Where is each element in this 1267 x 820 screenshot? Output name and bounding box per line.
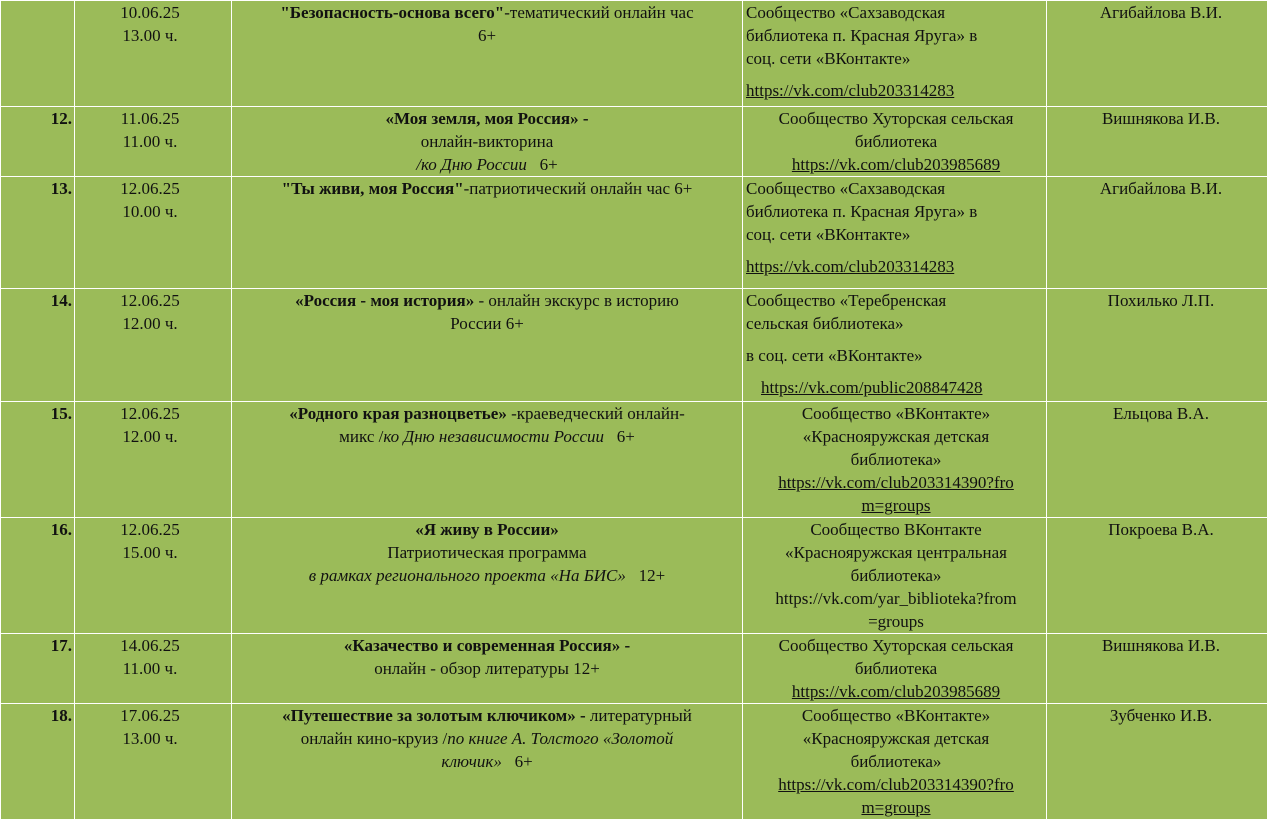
responsible-cell: Агибайлова В.И. — [1047, 1, 1267, 107]
event-cell — [232, 289, 743, 402]
table-row — [1, 107, 1267, 177]
date-cell — [75, 1, 232, 107]
place-line: Сообщество Хуторская сельская — [746, 107, 1046, 130]
event-note: по книге А. Толстого «Золотой — [447, 729, 673, 748]
event-title: «Я живу в России» — [232, 518, 742, 541]
responsible-cell: Ельцова В.А. — [1047, 402, 1267, 518]
responsible-cell: Вишнякова И.В. — [1047, 107, 1267, 177]
event-date: 17.06.25 — [75, 704, 225, 727]
event-title: «Моя земля, моя Россия» - — [232, 107, 742, 130]
row-number: 13. — [1, 177, 75, 289]
event-age: 12+ — [639, 566, 666, 585]
place-link[interactable]: https://vk.com/club203314283 — [746, 79, 1046, 102]
place-line: соц. сети «ВКонтакте» — [746, 223, 1046, 246]
event-cell — [232, 402, 743, 518]
place-line: библиотека п. Красная Яруга» в — [746, 200, 1046, 223]
place-line: в соц. сети «ВКонтакте» — [746, 344, 1046, 367]
row-number: 14. — [1, 289, 75, 402]
place-line: Сообщество «ВКонтакте» — [746, 402, 1046, 425]
date-cell — [75, 634, 232, 704]
event-cell — [232, 107, 743, 177]
event-title: «Казачество и современная Россия» - — [232, 634, 742, 657]
place-line: библиотека — [746, 130, 1046, 153]
place-line: «Краснояружская центральная — [746, 541, 1046, 564]
place-line: библиотека — [746, 657, 1046, 680]
event-description-2: России 6+ — [232, 312, 742, 335]
event-date: 12.06.25 — [75, 518, 225, 541]
table-row — [1, 704, 1267, 820]
place-line: соц. сети «ВКонтакте» — [746, 47, 1046, 70]
event-age: 6+ — [232, 24, 742, 47]
row-number: 15. — [1, 402, 75, 518]
table-row — [1, 518, 1267, 634]
event-title: «Родного края разноцветье» — [289, 404, 507, 423]
place-cell — [743, 634, 1047, 704]
place-link-continued[interactable]: m=groups — [746, 796, 1046, 819]
place-line: Сообщество «Сахзаводская — [746, 177, 1046, 200]
place-line: Сообщество Хуторская сельская — [746, 634, 1046, 657]
event-title: «Путешествие за золотым ключиком» - — [282, 706, 586, 725]
table-row — [1, 402, 1267, 518]
event-cell — [232, 634, 743, 704]
event-time: 12.00 ч. — [75, 425, 225, 448]
date-cell — [75, 704, 232, 820]
event-cell — [232, 177, 743, 289]
event-time: 11.00 ч. — [75, 657, 225, 680]
event-description: онлайн - обзор литературы 12+ — [232, 657, 742, 680]
table-row — [1, 634, 1267, 704]
place-link[interactable]: https://vk.com/club203314390?fro — [746, 471, 1046, 494]
event-note: ко Дню независимости России — [383, 427, 604, 446]
table-row — [1, 177, 1267, 289]
event-time: 12.00 ч. — [75, 312, 225, 335]
place-url-continued[interactable]: =groups — [746, 610, 1046, 633]
responsible-cell: Похилько Л.П. — [1047, 289, 1267, 402]
event-description: онлайн-викторина — [232, 130, 742, 153]
place-link[interactable]: https://vk.com/club203985689 — [746, 680, 1046, 703]
place-url[interactable]: https://vk.com/yar_biblioteka?from — [746, 587, 1046, 610]
event-cell — [232, 704, 743, 820]
event-age: 6+ — [617, 427, 635, 446]
event-date: 10.06.25 — [75, 1, 225, 24]
responsible-cell: Вишнякова И.В. — [1047, 634, 1267, 704]
row-number: 12. — [1, 107, 75, 177]
event-age: 6+ — [540, 155, 558, 174]
place-cell — [743, 177, 1047, 289]
place-line: библиотека п. Красная Яруга» в — [746, 24, 1046, 47]
event-date: 11.06.25 — [75, 107, 225, 130]
place-cell — [743, 704, 1047, 820]
event-description: -тематический онлайн час — [504, 3, 693, 22]
place-line: библиотека» — [746, 448, 1046, 471]
row-number — [1, 1, 75, 107]
event-description-2: микс / — [339, 427, 383, 446]
place-link[interactable]: https://vk.com/public208847428 — [746, 376, 1046, 399]
event-time: 15.00 ч. — [75, 541, 225, 564]
event-time: 13.00 ч. — [75, 727, 225, 750]
date-cell — [75, 177, 232, 289]
responsible-cell: Агибайлова В.И. — [1047, 177, 1267, 289]
event-cell — [232, 1, 743, 107]
event-title: "Ты живи, моя Россия" — [282, 179, 464, 198]
place-line: Сообщество «ВКонтакте» — [746, 704, 1046, 727]
event-description: - онлайн экскурс в историю — [474, 291, 679, 310]
place-link[interactable]: https://vk.com/club203314283 — [746, 255, 1046, 278]
place-line: библиотека» — [746, 750, 1046, 773]
event-description: -патриотический онлайн час 6+ — [464, 179, 693, 198]
event-description-2: онлайн кино-круиз / — [301, 729, 448, 748]
row-number: 17. — [1, 634, 75, 704]
place-line: Сообщество «Сахзаводская — [746, 1, 1046, 24]
event-cell — [232, 518, 743, 634]
date-cell — [75, 289, 232, 402]
place-link-continued[interactable]: m=groups — [746, 494, 1046, 517]
event-note-continued: ключик» — [441, 752, 502, 771]
place-line: Сообщество ВКонтакте — [746, 518, 1046, 541]
place-line: «Краснояружская детская — [746, 727, 1046, 750]
event-note: в рамках регионального проекта «На БИС» — [309, 566, 626, 585]
event-date: 12.06.25 — [75, 402, 225, 425]
event-title: "Безопасность-основа всего" — [280, 3, 504, 22]
place-line: сельская библиотека» — [746, 312, 1046, 335]
responsible-cell: Зубченко И.В. — [1047, 704, 1267, 820]
row-number: 18. — [1, 704, 75, 820]
place-cell — [743, 1, 1047, 107]
place-line: библиотека» — [746, 564, 1046, 587]
event-note: /ко Дню России — [416, 155, 527, 174]
event-age: 6+ — [515, 752, 533, 771]
place-line: «Краснояружская детская — [746, 425, 1046, 448]
date-cell — [75, 402, 232, 518]
place-link[interactable]: https://vk.com/club203985689 — [746, 153, 1046, 176]
event-time: 10.00 ч. — [75, 200, 225, 223]
event-description: -краеведческий онлайн- — [507, 404, 685, 423]
date-cell — [75, 107, 232, 177]
table-row — [1, 1, 1267, 107]
table-row — [1, 289, 1267, 402]
event-description: литературный — [586, 706, 692, 725]
place-cell — [743, 518, 1047, 634]
event-description: Патриотическая программа — [232, 541, 742, 564]
date-cell — [75, 518, 232, 634]
place-link[interactable]: https://vk.com/club203314390?fro — [746, 773, 1046, 796]
event-time: 11.00 ч. — [75, 130, 225, 153]
event-title: «Россия - моя история» — [295, 291, 474, 310]
place-cell — [743, 107, 1047, 177]
place-cell — [743, 289, 1047, 402]
row-number: 16. — [1, 518, 75, 634]
event-time: 13.00 ч. — [75, 24, 225, 47]
place-line: Сообщество «Теребренская — [746, 289, 1046, 312]
place-cell — [743, 402, 1047, 518]
event-date: 12.06.25 — [75, 177, 225, 200]
event-date: 14.06.25 — [75, 634, 225, 657]
event-date: 12.06.25 — [75, 289, 225, 312]
responsible-cell: Покроева В.А. — [1047, 518, 1267, 634]
